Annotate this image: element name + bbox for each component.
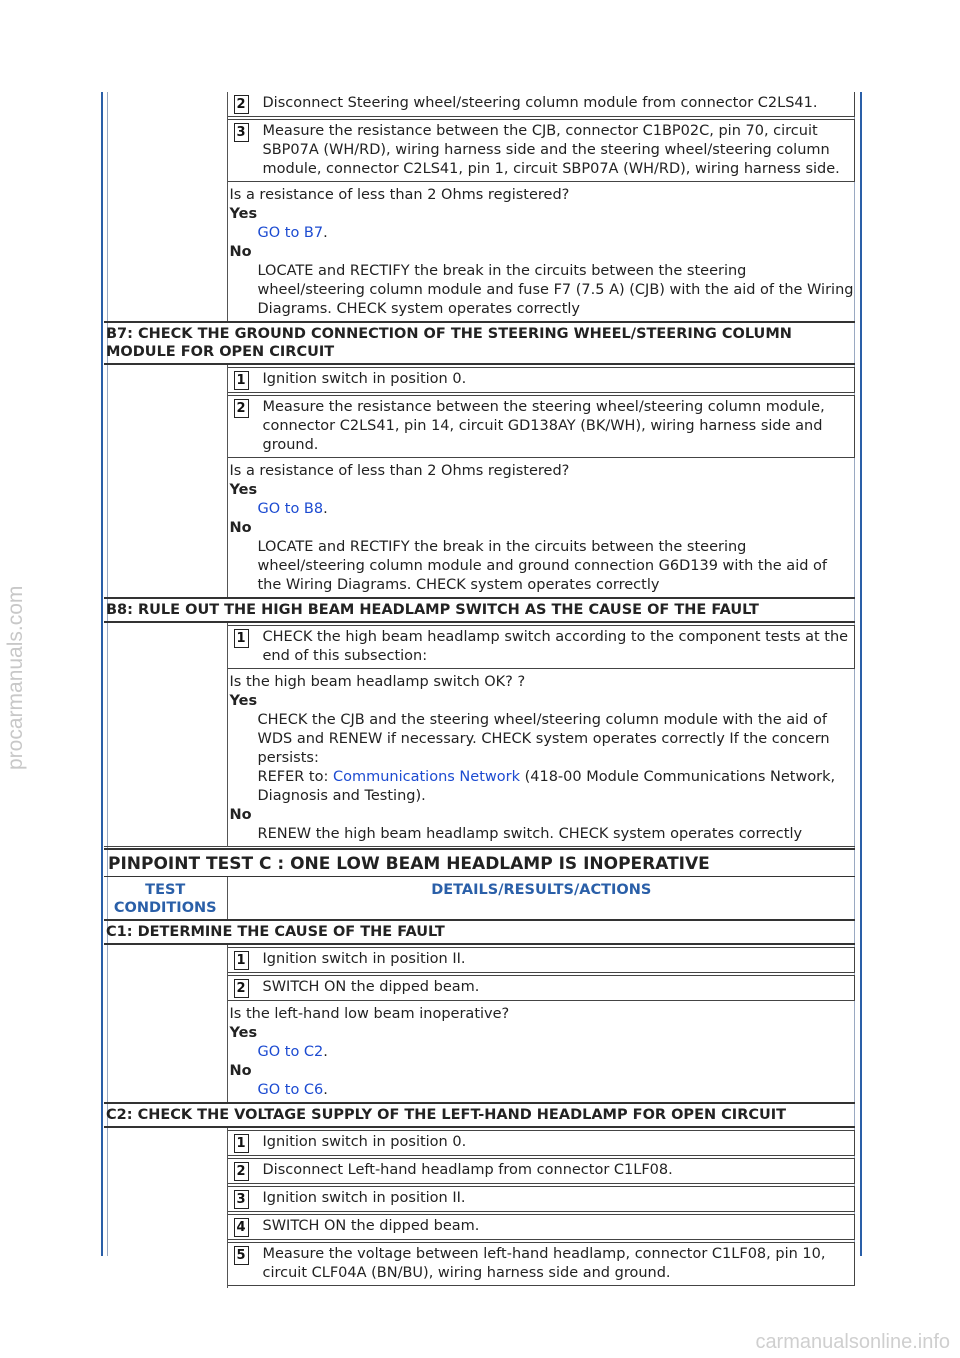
step-number-badge: 1 [234, 371, 249, 390]
step-text: Ignition switch in position II. [262, 951, 466, 967]
step-text: Ignition switch in position 0. [262, 371, 467, 387]
step-heading-b7: B7: CHECK THE GROUND CONNECTION OF THE STEERING WHEEL/STEERING COLUMN MODULE FOR OPEN CIRCUIT [104, 322, 855, 364]
step-row [228, 1130, 856, 1156]
step-row [228, 395, 856, 458]
goto-link-c6[interactable]: GO to C6 [257, 1082, 324, 1098]
goto-link-b8[interactable]: GO to B8 [257, 501, 324, 517]
step-number-badge: 2 [234, 979, 249, 998]
step-number-badge: 2 [234, 95, 249, 114]
result-block: Is a resistance of less than 2 Ohms registered? Yes GO to B7. No LOCATE and RECTIFY the break in the circuits between the steering wheel/steering column module and fuse F7 (7.5 A) (CJB) with the aid of the Wiring Diagrams. CHECK system operates correctly [229, 187, 854, 317]
page-rule-right [860, 92, 862, 1256]
pinpoint-table-c [104, 848, 855, 1288]
step-heading-b8: B8: RULE OUT THE HIGH BEAM HEADLAMP SWITCH AS THE CAUSE OF THE FAULT [104, 598, 855, 622]
step-text: Disconnect Left-hand headlamp from connector C1LF08. [262, 1162, 673, 1178]
yes-label: Yes [229, 482, 258, 498]
pinpoint-test-title: PINPOINT TEST C : ONE LOW BEAM HEADLAMP IS INOPERATIVE [104, 849, 855, 877]
step-text: Ignition switch in position 0. [262, 1134, 467, 1150]
step-heading-c1: C1: DETERMINE THE CAUSE OF THE FAULT [104, 920, 855, 944]
question-text: Is a resistance of less than 2 Ohms registered? [229, 463, 570, 479]
goto-link-c2[interactable]: GO to C2 [257, 1044, 324, 1060]
step-row [228, 947, 856, 973]
result-block: Is the left-hand low beam inoperative? Yes GO to C2. No GO to C6. [228, 1003, 856, 1102]
step-text: CHECK the high beam headlamp switch according to the component tests at the end of this subsection: [262, 629, 849, 664]
no-label: No [229, 807, 252, 823]
footer-watermark: carmanualsonline.info [755, 1331, 950, 1353]
column-header-details: DETAILS/RESULTS/ACTIONS [227, 877, 855, 921]
step-number-badge: 4 [234, 1218, 249, 1237]
step-row [228, 1158, 856, 1184]
side-watermark: procarmanuals.com [4, 585, 27, 770]
step-text: Measure the voltage between left-hand headlamp, connector C1LF08, pin 10, circuit CLF04A (BN/BU), wiring harness side and ground. [262, 1246, 826, 1281]
result-block: Is a resistance of less than 2 Ohms registered? Yes GO to B8. No LOCATE and RECTIFY the break in the circuits between the steering wheel/steering column module and ground connection G6D139 with the aid of the Wiring Diagrams. CHECK system operates correctly [228, 460, 856, 597]
column-header-test-conditions: TEST CONDITIONS [104, 877, 227, 921]
step-text: Ignition switch in position II. [262, 1190, 466, 1206]
step-text: SWITCH ON the dipped beam. [262, 979, 480, 995]
step-text: Measure the resistance between the steering wheel/steering column module, connector C2LS41, pin 14, circuit GD138AY (BK/WH), wiring harness side and ground. [262, 399, 825, 453]
step-row [228, 1214, 856, 1240]
no-label: No [229, 1063, 252, 1079]
step-text: Disconnect Steering wheel/steering column module from connector C2LS41. [262, 95, 818, 111]
no-action-text: RENEW the high beam headlamp switch. CHECK system operates correctly [257, 826, 803, 842]
step-row [228, 119, 856, 182]
step-number-badge: 1 [234, 629, 249, 648]
no-action-text: LOCATE and RECTIFY the break in the circuits between the steering wheel/steering column module and fuse F7 (7.5 A) (CJB) with the aid of the Wiring Diagrams. CHECK system operates correctly [257, 263, 854, 317]
step-text: SWITCH ON the dipped beam. [262, 1218, 480, 1234]
step-number-badge: 2 [234, 399, 249, 418]
step-heading-c2: C2: CHECK THE VOLTAGE SUPPLY OF THE LEFT-HAND HEADLAMP FOR OPEN CIRCUIT [104, 1103, 855, 1127]
question-text: Is the high beam headlamp switch OK? ? [229, 674, 526, 690]
communications-network-link[interactable]: Communications Network [332, 769, 520, 785]
yes-action-text: CHECK the CJB and the steering wheel/steering column module with the aid of WDS and RENEW if necessary. CHECK system operates correctly If the concern persists: [257, 712, 830, 766]
step-row [228, 975, 856, 1001]
step-row [228, 367, 856, 393]
result-block: Is the high beam headlamp switch OK? ? Yes CHECK the CJB and the steering wheel/steering column module with the aid of WDS and RENEW if necessary. CHECK system operates correctly If the concern persists: REFER to: Communications Network (418-00 Module Communications Network, Diagnosis and Testing). No RENEW the high beam headlamp switch. CHECK system operates correctly [228, 671, 856, 846]
question-text: Is the left-hand low beam inoperative? [229, 1006, 510, 1022]
question-text: Is a resistance of less than 2 Ohms registered? [229, 187, 570, 203]
no-label: No [229, 520, 252, 536]
step-row [228, 1186, 856, 1212]
yes-label: Yes [229, 206, 258, 222]
pinpoint-table-b [104, 92, 855, 847]
no-action-text: LOCATE and RECTIFY the break in the circuits between the steering wheel/steering column module and ground connection G6D139 with the aid of the Wiring Diagrams. CHECK system operates correctly [257, 539, 828, 593]
step-row [228, 625, 856, 669]
yes-label: Yes [229, 1025, 258, 1041]
yes-label: Yes [229, 693, 258, 709]
step-row [228, 92, 856, 117]
step-number-badge: 3 [234, 123, 249, 142]
no-label: No [229, 244, 252, 260]
step-row [228, 1242, 856, 1286]
step-number-badge: 5 [234, 1246, 249, 1265]
step-number-badge: 3 [234, 1190, 249, 1209]
step-number-badge: 1 [234, 1134, 249, 1153]
goto-link-b7[interactable]: GO to B7 [257, 225, 324, 241]
step-text: Measure the resistance between the CJB, connector C1BP02C, pin 70, circuit SBP07A (WH/RD), wiring harness side and the steering wheel/steering column module, connector C2LS41, pin 1, circuit SBP07A (WH/RD), wiring harness side. [262, 123, 840, 177]
step-number-badge: 2 [234, 1162, 249, 1181]
page-rule-left [101, 92, 103, 1256]
step-number-badge: 1 [234, 951, 249, 970]
